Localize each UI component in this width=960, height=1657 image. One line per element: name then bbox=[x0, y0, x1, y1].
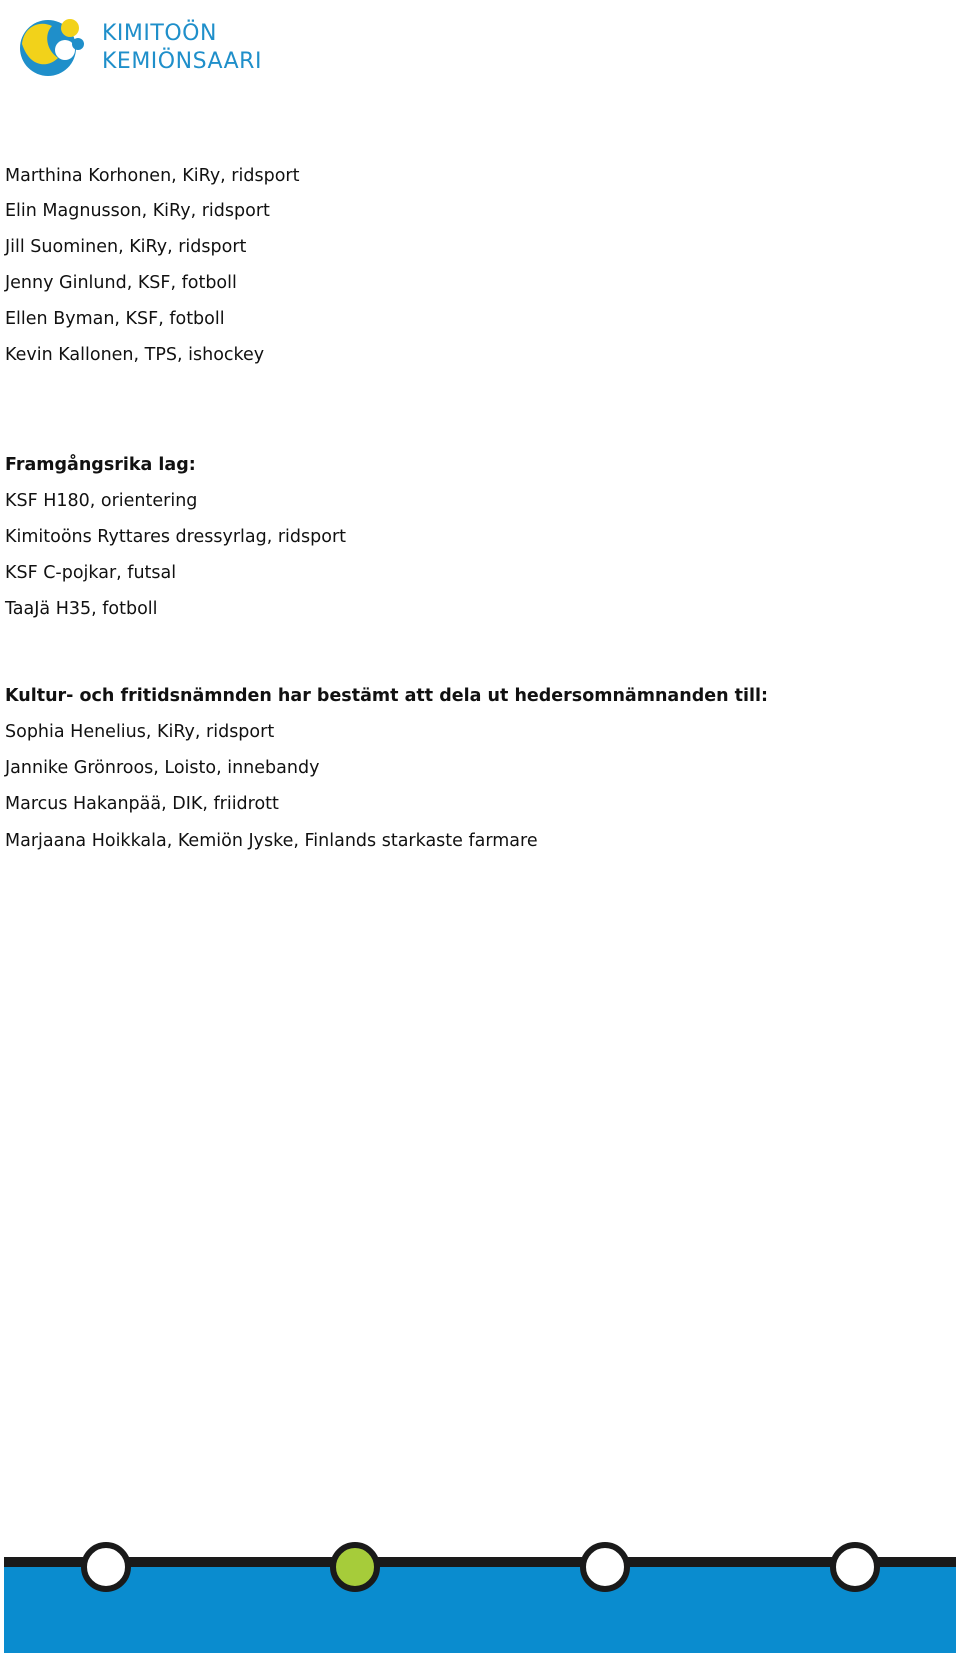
logo-text-kemionsaari: KEMIÖNSAARI bbox=[102, 49, 262, 74]
kimitoon-logo bbox=[18, 14, 278, 78]
list-item: Kevin Kallonen, TPS, ishockey bbox=[5, 345, 265, 365]
footer-dot-1-icon bbox=[84, 1545, 128, 1589]
list-item: Marthina Korhonen, KiRy, ridsport bbox=[5, 166, 300, 186]
logo-mark-icon bbox=[18, 14, 90, 78]
footer-dot-3-icon bbox=[583, 1545, 627, 1589]
footer-line bbox=[4, 1557, 956, 1567]
list-item: Marcus Hakanpää, DIK, friidrott bbox=[5, 794, 279, 814]
teams-heading: Framgångsrika lag: bbox=[5, 455, 196, 475]
footer-decoration bbox=[0, 1530, 960, 1653]
logo-text-kimitoon: KIMITOÖN bbox=[102, 21, 217, 46]
honors-heading: Kultur- och fritidsnämnden har bestämt att dela ut hedersomnämnanden till: bbox=[5, 686, 769, 706]
list-item: KSF H180, orientering bbox=[5, 491, 198, 511]
list-item: Kimitoöns Ryttares dressyrlag, ridsport bbox=[5, 527, 347, 547]
list-item: Elin Magnusson, KiRy, ridsport bbox=[5, 201, 270, 221]
list-item: KSF C-pojkar, futsal bbox=[5, 563, 177, 583]
list-item: Jannike Grönroos, Loisto, innebandy bbox=[5, 758, 320, 778]
list-item: Ellen Byman, KSF, fotboll bbox=[5, 309, 225, 329]
footer-blue-bar bbox=[4, 1565, 956, 1653]
footer-dot-4-icon bbox=[833, 1545, 877, 1589]
list-item: Sophia Henelius, KiRy, ridsport bbox=[5, 722, 275, 742]
footer-dot-2-icon bbox=[333, 1545, 377, 1589]
list-item: Marjaana Hoikkala, Kemiön Jyske, Finlands starkaste farmare bbox=[5, 831, 538, 851]
list-item: Jill Suominen, KiRy, ridsport bbox=[5, 237, 247, 257]
list-item: TaaJä H35, fotboll bbox=[5, 599, 158, 619]
list-item: Jenny Ginlund, KSF, fotboll bbox=[5, 273, 237, 293]
